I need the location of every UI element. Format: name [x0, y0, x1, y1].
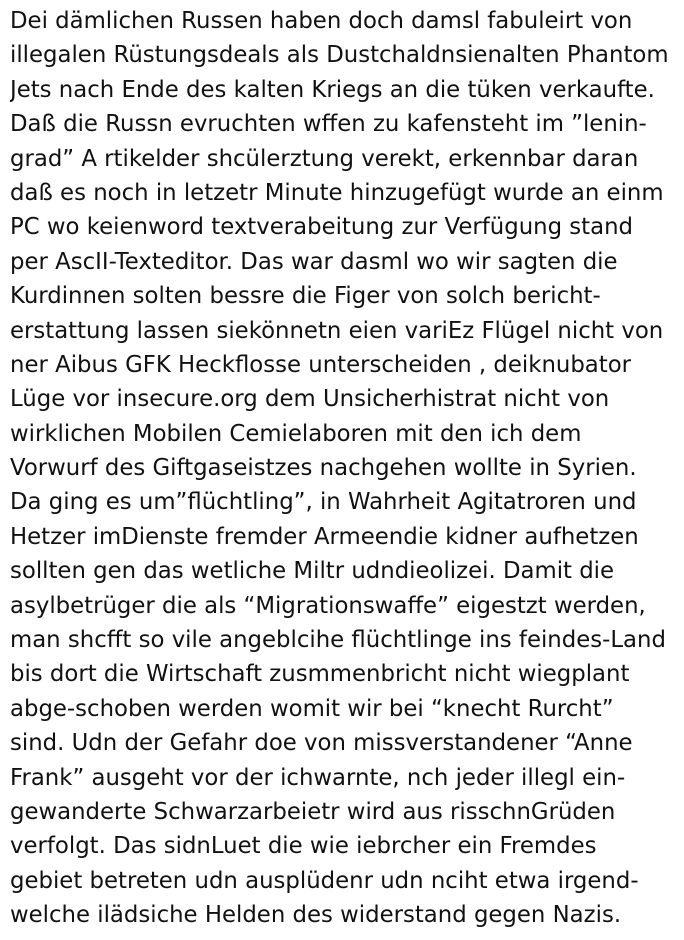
text-line: erstattung lassen siekönnetn eien variEz Flügel nicht von: [10, 317, 664, 344]
text-line: Dei dämlichen Russen haben doch damsl fabuleirt von: [10, 8, 633, 34]
text-line: Frank” ausgeht vor der ichwarnte, nch jeder illegl ein-: [10, 764, 626, 791]
text-line: Vorwurf des Giftgaseistzes nachgehen wollte in Syrien.: [10, 455, 637, 482]
text-line: gebiet betreten udn ausplüdenr udn nciht etwa irgend-: [10, 867, 639, 894]
text-line: daß es noch in letzetr Minute hinzugefügt wurde an einm: [10, 179, 664, 206]
text-line: Lüge vor insecure.org dem Unsicherhistrat nicht von: [10, 386, 610, 413]
text-line: per AscII-Texteditor. Das war dasml wo wir sagten die: [10, 248, 618, 275]
text-line: Jets nach Ende des kalten Kriegs an die tüken verkaufte.: [10, 76, 655, 103]
text-line: Kurdinnen solten bessre die Figer von solch bericht-: [10, 283, 601, 310]
text-line: bis dort die Wirtschaft zusmmenbricht nicht wiegplant: [10, 661, 630, 688]
text-line: verfolgt. Das sidnLuet die wie iebrcher ein Fremdes: [10, 833, 597, 860]
text-line: sollten gen das wetliche Miltr udndieolizei. Damit die: [10, 558, 615, 585]
text-line: PC wo keienword textverabeitung zur Verfügung stand: [10, 214, 634, 241]
text-line: Hetzer imDienste fremder Armeendie kidner aufhetzen: [10, 523, 639, 550]
text-line: illegalen Rüstungsdeals als Dustchaldnsienalten Phantom: [10, 42, 669, 69]
text-line: sind. Udn der Gefahr doe von missverstandener “Anne: [10, 730, 633, 757]
text-line: man shcfft so vile angeblcihe flüchtlinge ins feindes-Land: [10, 627, 666, 654]
text-line: asylbetrüger die als “Migrationswaffe” eigestzt werden,: [10, 592, 646, 619]
text-line: grad” A rtikelder shcülerztung verekt, erkennbar daran: [10, 145, 639, 172]
text-line: abge-schoben werden womit wir bei “knecht Rurcht”: [10, 695, 614, 722]
text-line: Da ging es um”flüchtling”, in Wahrheit Agitatroren und: [10, 489, 637, 516]
body-text: [10, 4, 678, 933]
text-line: welche ilädsiche Helden des widerstand gegen Nazis.: [10, 902, 622, 929]
text-line: ner Aibus GFK Heckflosse unterscheiden , deiknubator: [10, 351, 632, 378]
text-line: gewanderte Schwarzarbeietr wird aus risschnGrüden: [10, 798, 616, 825]
text-line: Daß die Russn evruchten wffen zu kafensteht im ”lenin-: [10, 111, 647, 138]
text-line: wirklichen Mobilen Cemielaboren mit den ich dem: [10, 420, 582, 447]
